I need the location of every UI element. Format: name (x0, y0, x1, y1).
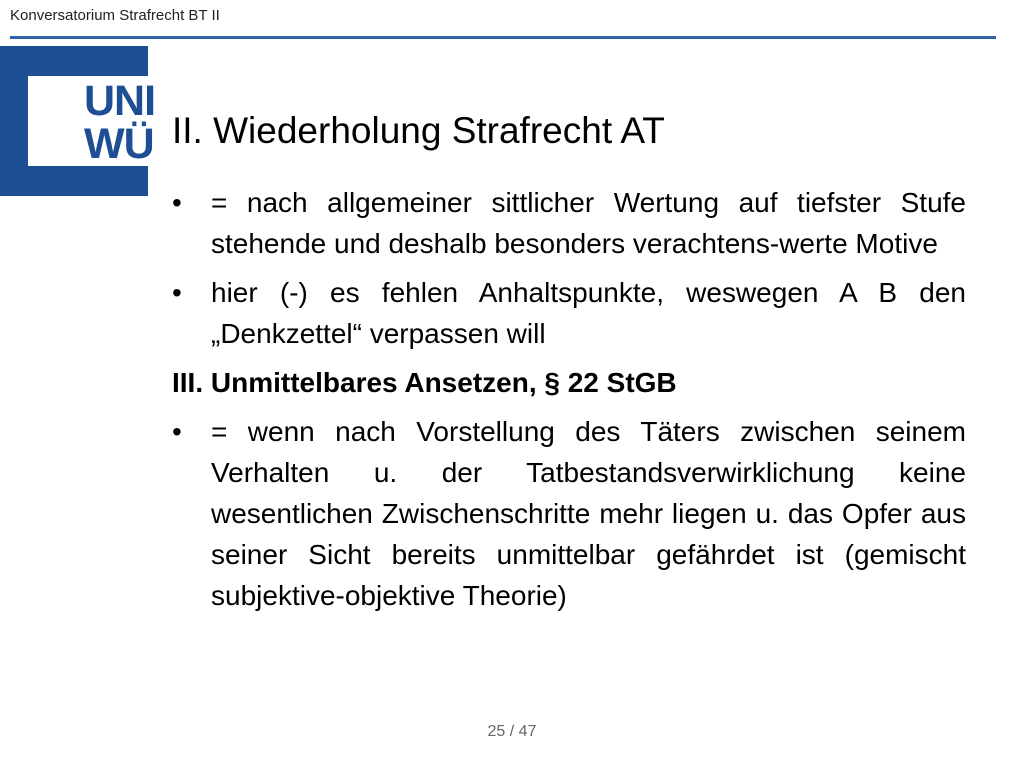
course-title: Konversatorium Strafrecht BT II (10, 7, 220, 24)
bullet-text: = nach allgemeiner sittlicher Wertung auf tiefster Stufe stehende und deshalb besonders verachtens-werte Motive (211, 187, 966, 259)
logo-text-line1: UNI (84, 77, 156, 125)
bullet-text: = wenn nach Vorstellung des Täters zwischen seinem Verhalten u. der Tatbestandsverwirklichung keine wesentlichen Zwischenschritte mehr liegen u. das Opfer aus seiner Sicht bereits unmittelbar gefährdet ist (gemischt subjektive-objektive Theorie) (211, 416, 966, 611)
bullet-icon: • (172, 187, 182, 218)
bullet-text: hier (-) es fehlen Anhaltspunkte, weswegen A B den „Denkzettel“ verpassen will (211, 277, 966, 349)
slide-title: II. Wiederholung Strafrecht AT (172, 110, 665, 151)
bullet-icon: • (172, 277, 182, 308)
slide-content (172, 182, 966, 624)
logo-text-line2: WÜ (84, 120, 154, 168)
bullet-item (172, 272, 966, 354)
bullet-item (172, 411, 966, 616)
section-heading: III. Unmittelbares Ansetzen, § 22 StGB (172, 367, 677, 398)
bullet-item (172, 182, 966, 264)
page-indicator: 25 / 47 (487, 723, 537, 740)
header-divider (10, 36, 996, 39)
bullet-icon: • (172, 416, 182, 447)
